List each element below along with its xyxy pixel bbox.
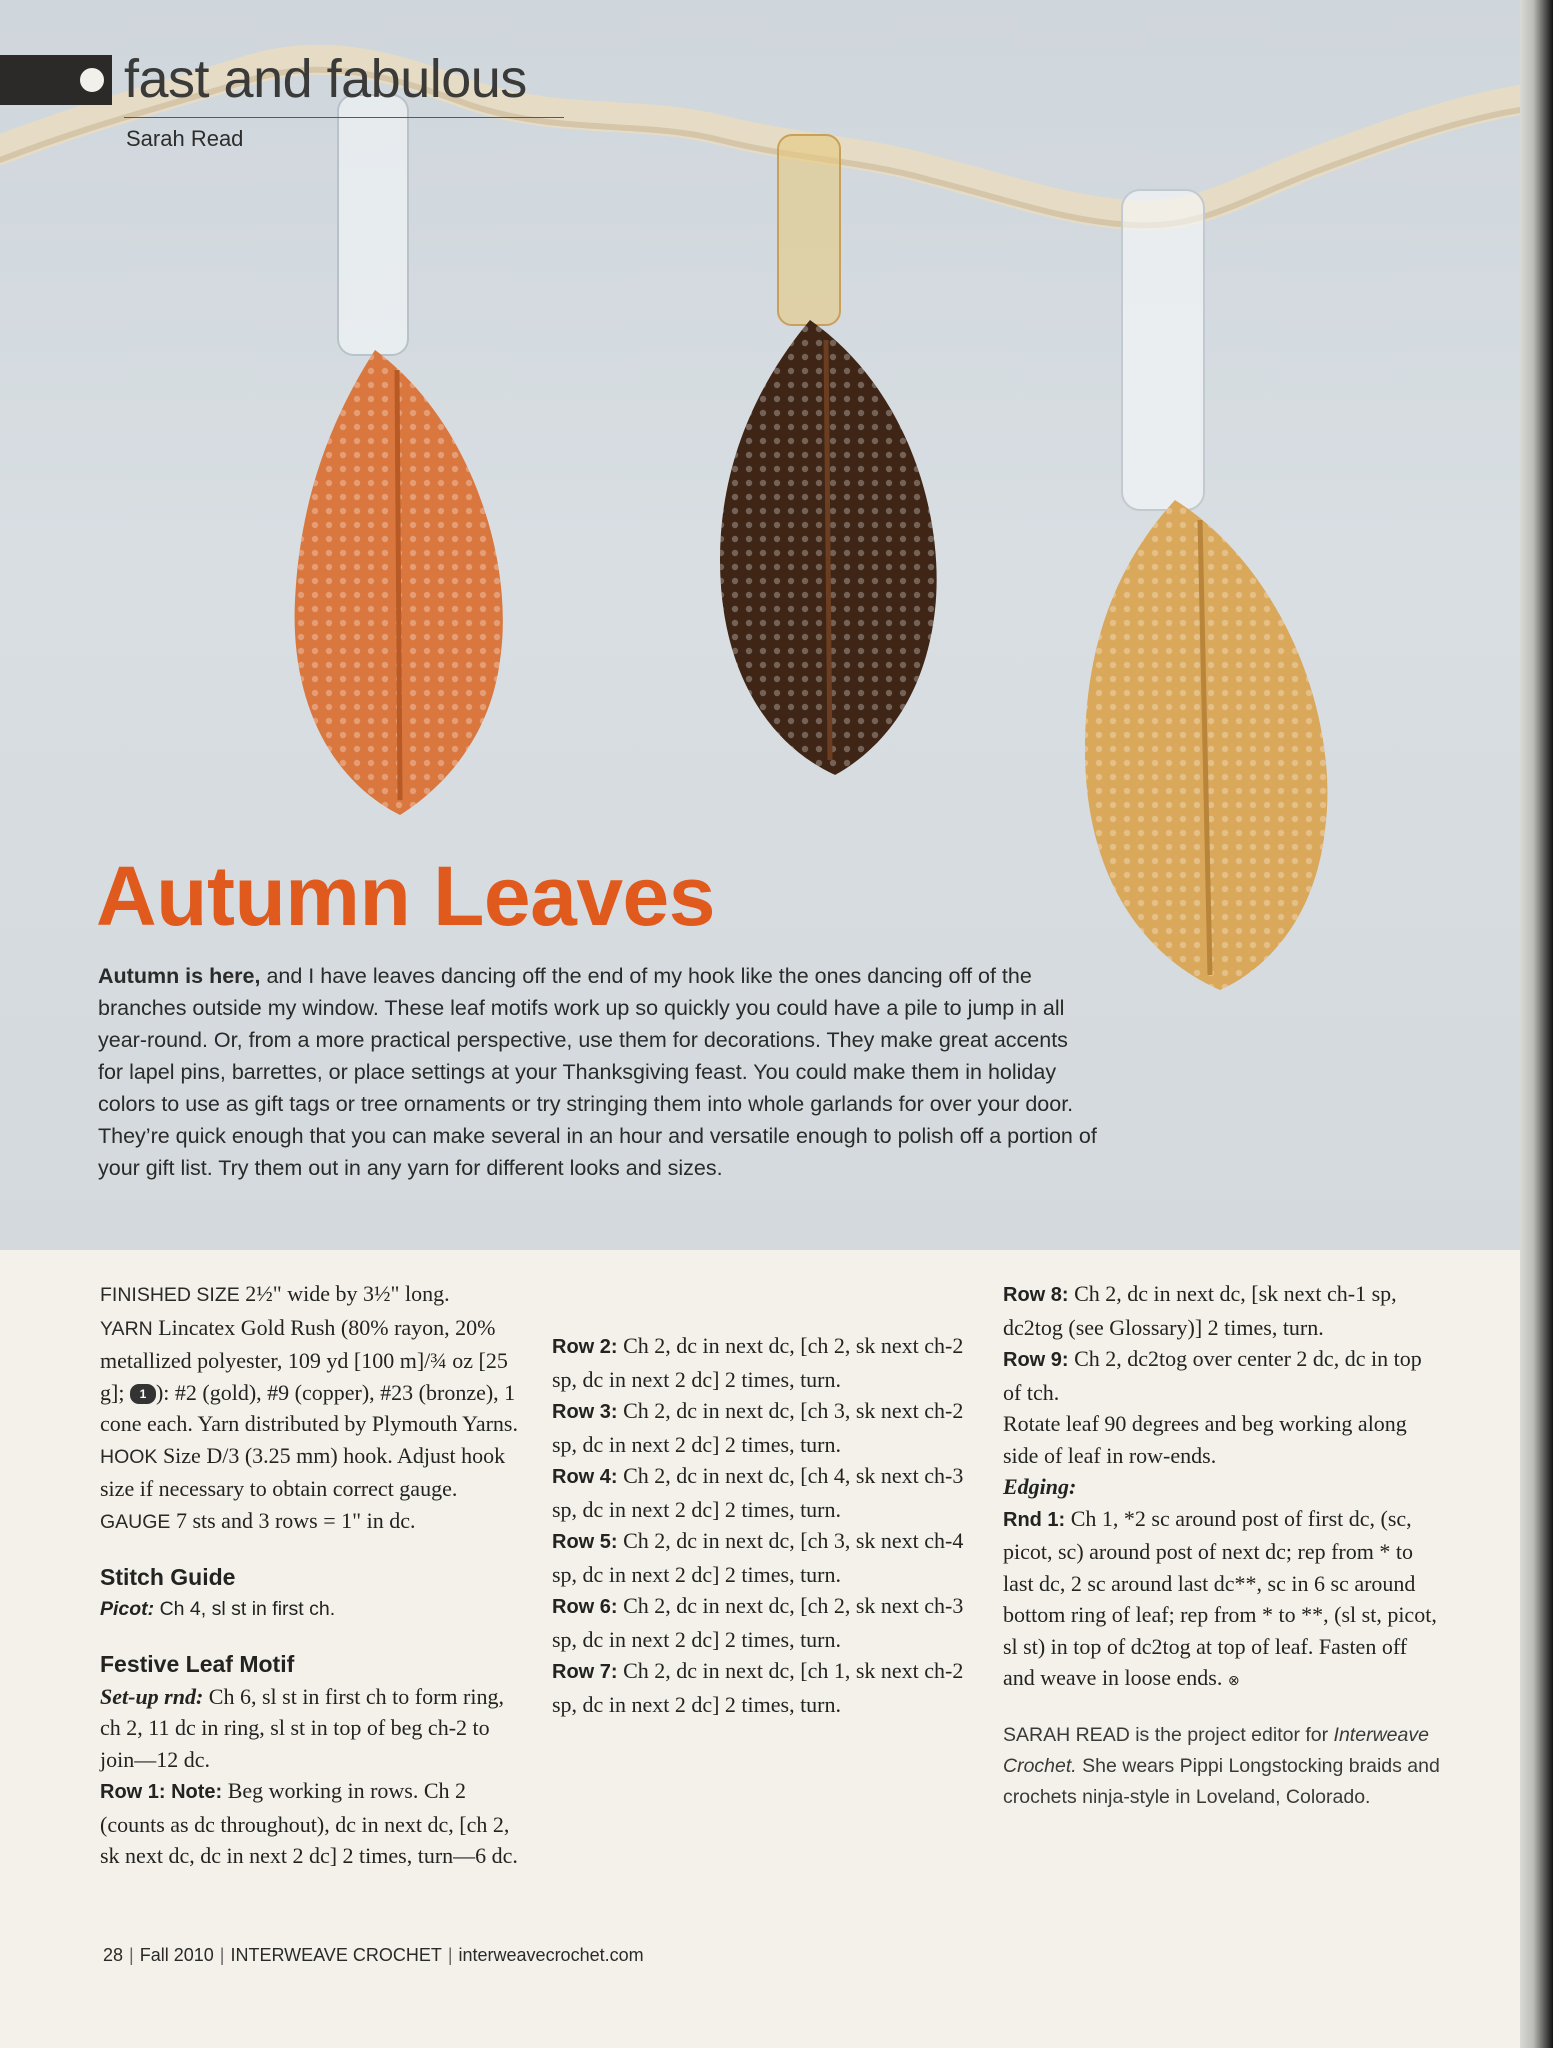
row-2-text: Ch 2, dc in next dc, [ch 2, sk next ch-2 sp, dc in next 2 dc] 2 times, turn.: [552, 1333, 964, 1392]
gauge-value: 7 sts and 3 rows = 1" in dc.: [170, 1507, 416, 1533]
header-bullet-icon: [74, 62, 110, 98]
row-5-label: Row 5:: [552, 1531, 618, 1553]
row-1-text: Beg working in rows. Ch 2 (counts as dc throughout), dc in next dc, [ch 2, sk next dc, dc in next 2 dc] 2 times, turn—6 dc.: [100, 1778, 518, 1868]
ribbon-left: [338, 95, 408, 355]
hook-label: HOOK: [100, 1445, 158, 1468]
row-4: [552, 1460, 972, 1525]
spec-finished-size: [100, 1278, 525, 1312]
row-4-label: Row 4:: [552, 1466, 618, 1488]
row-3-text: Ch 2, dc in next dc, [ch 3, sk next ch-2 sp, dc in next 2 dc] 2 times, turn.: [552, 1398, 964, 1457]
bio-pre: is the project editor for: [1129, 1723, 1334, 1746]
spec-gauge: [100, 1505, 525, 1539]
row-1: [100, 1775, 525, 1872]
row-3-label: Row 3:: [552, 1401, 618, 1423]
row-7-text: Ch 2, dc in next dc, [ch 1, sk next ch-2 sp, dc in next 2 dc] 2 times, turn.: [552, 1658, 964, 1717]
stitch-guide-heading: Stitch Guide: [100, 1564, 236, 1590]
row-7: [552, 1655, 972, 1720]
row-8: [1003, 1278, 1443, 1343]
motif-heading: Festive Leaf Motif: [100, 1651, 295, 1677]
scan-edge: [1520, 0, 1553, 2048]
round-1-text: Ch 1, *2 sc around post of first dc, (sc, picot, sc) around post of next dc; rep from * to last dc, 2 sc around last dc**, sc in 6 sc around bottom ring of leaf; rep from * to **, (sl st, picot, sl st) in top of dc2tog at top of leaf. Fasten off and weave in loose ends.: [1003, 1505, 1437, 1690]
gold-leaf: [1085, 500, 1327, 990]
row-6: [552, 1590, 972, 1655]
footer-separator: |: [219, 1945, 225, 1965]
column-2: [552, 1267, 972, 1720]
column-name: fast and fabulous: [124, 49, 527, 109]
bronze-leaf: [720, 320, 937, 775]
gauge-label: GAUGE: [100, 1510, 171, 1533]
row-1-label: Row 1: Note:: [100, 1781, 223, 1803]
picot-label: Picot:: [100, 1597, 155, 1620]
bio-post: She wears Pippi Longstocking braids and crochets ninja-style in Loveland, Colorado.: [1003, 1754, 1440, 1808]
row-2-label: Row 2:: [552, 1336, 618, 1358]
spec-hook: [100, 1440, 525, 1505]
intro-paragraph: [98, 960, 1098, 1184]
row-8-text: Ch 2, dc in next dc, [sk next ch-1 sp, dc2tog (see Glossary)] 2 times, turn.: [1003, 1281, 1397, 1340]
ribbon-middle: [778, 135, 840, 325]
picot-definition: [100, 1594, 525, 1626]
footer-separator: |: [129, 1945, 134, 1965]
ribbon-right: [1122, 190, 1204, 510]
page-number: 28: [103, 1945, 124, 1965]
round-1: [1003, 1503, 1443, 1698]
row-8-label: Row 8:: [1003, 1284, 1069, 1306]
finished-size-value: 2½" wide by 3½" long.: [239, 1281, 450, 1306]
rotate-instruction: Rotate leaf 90 degrees and beg working along side of leaf in row-ends.: [1003, 1411, 1407, 1468]
footer-magazine: INTERWEAVE CROCHET: [230, 1945, 442, 1965]
row-5: [552, 1525, 972, 1590]
end-mark-icon: ⊗: [1227, 1673, 1240, 1689]
page-footer: [103, 1945, 644, 1966]
row-7-label: Row 7:: [552, 1661, 618, 1683]
spec-yarn: [100, 1312, 525, 1440]
bio-magazine: Interweave Crochet.: [1003, 1723, 1429, 1777]
row-9-label: Row 9:: [1003, 1349, 1069, 1371]
article-title: Autumn Leaves: [96, 849, 715, 943]
row-1-continued-spacer: [552, 1267, 972, 1330]
row-6-text: Ch 2, dc in next dc, [ch 2, sk next ch-3 sp, dc in next 2 dc] 2 times, turn.: [552, 1593, 964, 1652]
yarn-weight-1-icon: 1: [130, 1384, 156, 1404]
footer-url: interweavecrochet.com: [458, 1945, 644, 1965]
author-byline: Sarah Read: [126, 126, 244, 151]
yarn-label: YARN: [100, 1317, 153, 1340]
column-1: [100, 1278, 525, 1872]
footer-issue: Fall 2010: [139, 1945, 214, 1965]
row-3: [552, 1395, 972, 1460]
setup-text: Ch 6, sl st in first ch to form ring, ch 2, 11 dc in ring, sl st in top of beg ch-2 to join—12 dc.: [100, 1683, 504, 1772]
edging-heading: Edging:: [1003, 1474, 1077, 1499]
row-2: [552, 1330, 972, 1395]
round-1-label: Rnd 1:: [1003, 1508, 1066, 1531]
hook-value: Size D/3 (3.25 mm) hook. Adjust hook size if necessary to obtain correct gauge.: [100, 1442, 506, 1501]
row-5-text: Ch 2, dc in next dc, [ch 3, sk next ch-4 sp, dc in next 2 dc] 2 times, turn.: [552, 1528, 964, 1587]
author-bio: [1003, 1720, 1443, 1813]
header-rule: [124, 117, 564, 118]
picot-text: Ch 4, sl st in first ch.: [154, 1597, 336, 1620]
yarn-value-pre: Lincatex Gold Rush (80% rayon, 20% metallized polyester, 109 yd [100 m]/¾ oz [25 g];: [100, 1314, 508, 1405]
row-9: [1003, 1343, 1443, 1408]
setup-label: Set-up rnd:: [100, 1683, 204, 1709]
row-4-text: Ch 2, dc in next dc, [ch 4, sk next ch-3 sp, dc in next 2 dc] 2 times, turn.: [552, 1463, 964, 1522]
row-9-text: Ch 2, dc2tog over center 2 dc, dc in top of tch.: [1003, 1346, 1422, 1405]
setup-round: [100, 1681, 525, 1776]
row-6-label: Row 6:: [552, 1596, 618, 1618]
yarn-value-post: ): #2 (gold), #9 (copper), #23 (bronze), 1 cone each. Yarn distributed by Plymouth Yarns.: [100, 1379, 518, 1436]
intro-text: and I have leaves dancing off the end of my hook like the ones dancing off of the branches outside my window. These leaf motifs work up so quickly you could have a pile to jump in all year-round. Or, from a more practical perspective, use them for decorations. They make great accents for lapel pins, barrettes, or place settings at your Thanksgiving feast. You could make them in holiday colors to use as gift tags or tree ornaments or try stringing them into whole garlands for over your door. They’re quick enough that you can make several in an hour and versatile enough to polish off a portion of your gift list. Try them out in any yarn for different looks and sizes.: [98, 964, 1097, 1180]
footer-separator: |: [447, 1945, 453, 1965]
intro-lead: Autumn is here,: [98, 964, 261, 988]
finished-size-label: FINISHED SIZE: [100, 1284, 240, 1306]
column-3: [1003, 1278, 1443, 1813]
bio-name: SARAH READ: [1003, 1723, 1130, 1746]
copper-leaf: [295, 350, 503, 815]
